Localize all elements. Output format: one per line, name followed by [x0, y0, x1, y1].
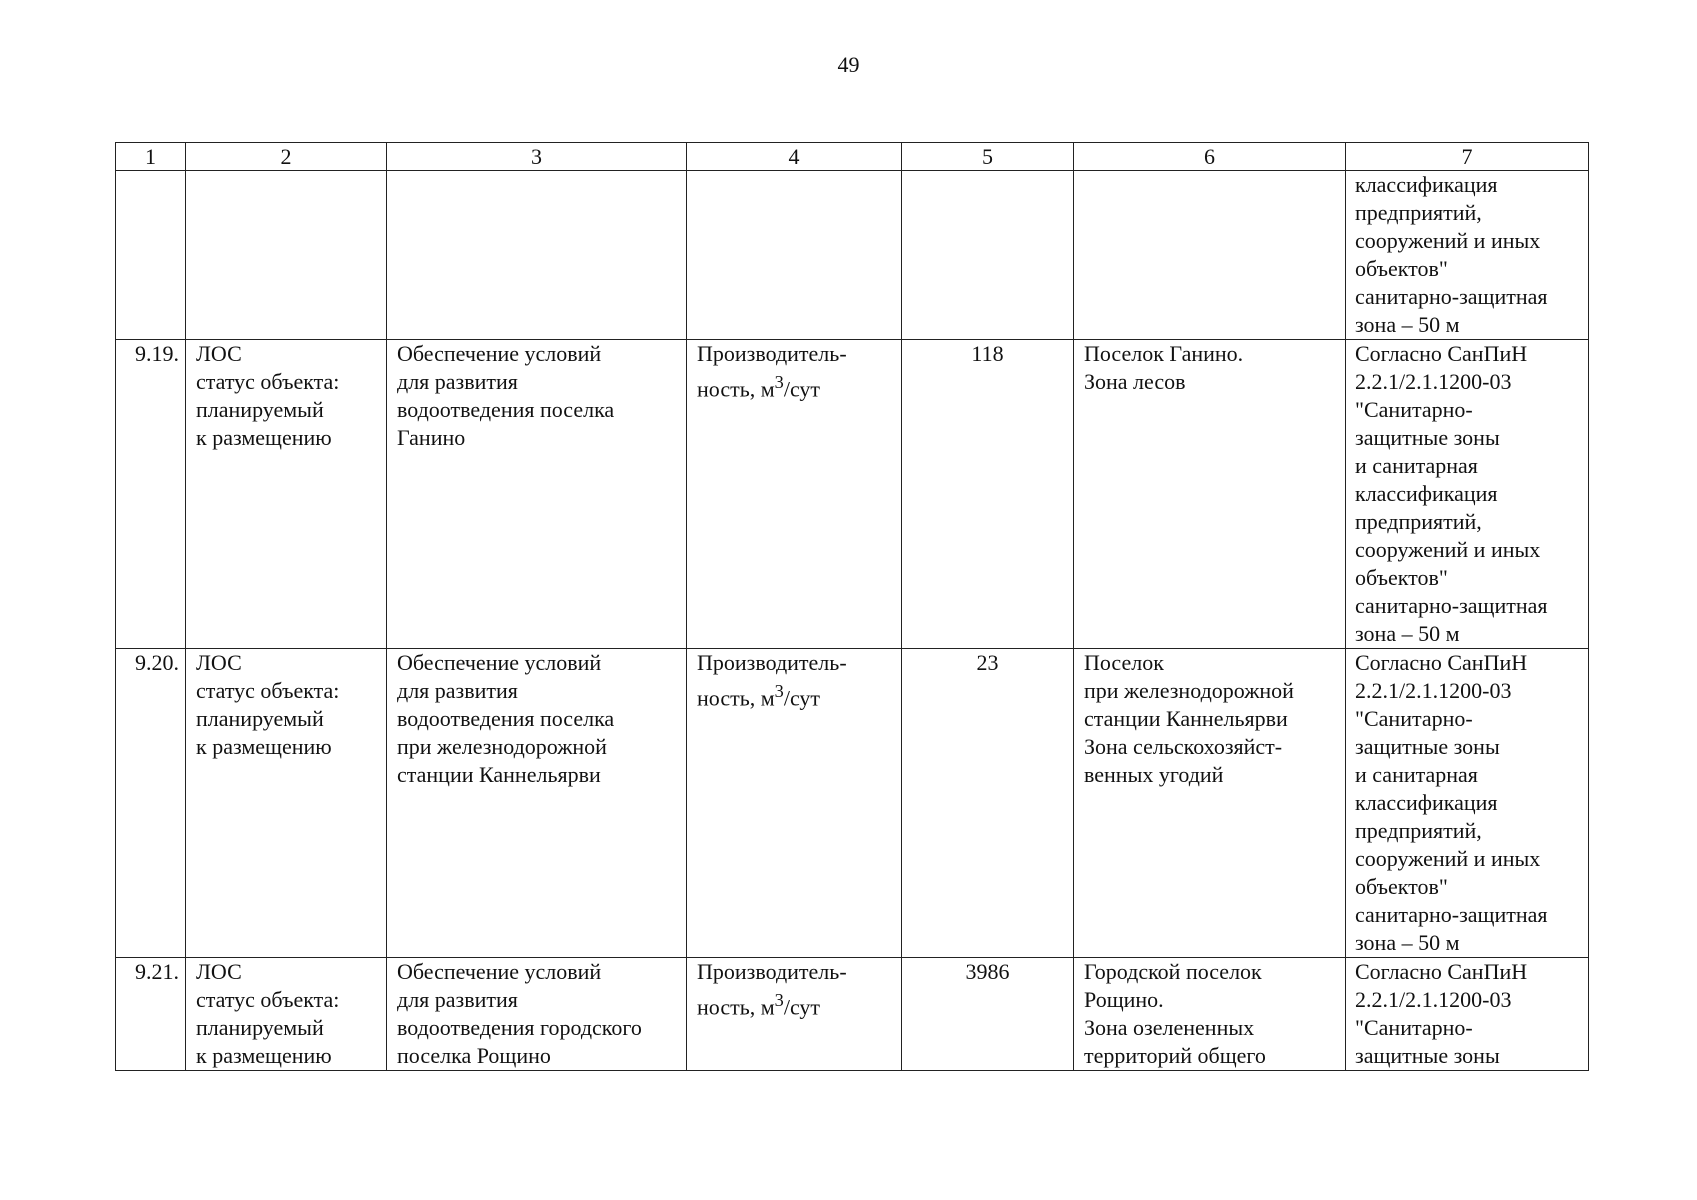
parameter-cell: [687, 340, 902, 649]
header-cell-3: 3: [387, 143, 687, 171]
parameter-cell: [687, 171, 902, 340]
object-cell: ЛОС статус объекта: планируемый к размещению: [186, 340, 387, 649]
object-cell: ЛОС статус объекта: планируемый к размещению: [186, 958, 387, 1071]
parameter-superscript: 3: [774, 681, 784, 701]
zone-cell: Согласно СанПиН 2.2.1/2.1.1200-03 "Санитарно- защитные зоны и санитарная классификация предприятий, сооружений и иных объектов" санитарно-защитная зона – 50 м: [1346, 340, 1589, 649]
location-cell: [1074, 171, 1346, 340]
row-number-cell: 9.21.: [116, 958, 186, 1071]
table-row: [116, 649, 1589, 958]
parameter-cell: [687, 649, 902, 958]
value-cell: [902, 171, 1074, 340]
header-cell-1: 1: [116, 143, 186, 171]
row-number-cell: 9.20.: [116, 649, 186, 958]
parameter-unit: /сут: [783, 376, 821, 402]
object-cell: [186, 171, 387, 340]
table-row: [116, 171, 1589, 340]
parameter-cell: [687, 958, 902, 1071]
purpose-cell: Обеспечение условий для развития водоотведения поселка Ганино: [387, 340, 687, 649]
parameter-unit: /сут: [783, 994, 821, 1020]
row-number-cell: [116, 171, 186, 340]
parameter-text: Производитель- ность, м: [697, 650, 847, 711]
parameter-superscript: 3: [774, 372, 784, 392]
parameter-text: Производитель- ность, м: [697, 959, 847, 1020]
table-row: [116, 958, 1589, 1071]
document-table: [115, 142, 1589, 1071]
zone-cell: Согласно СанПиН 2.2.1/2.1.1200-03 "Санитарно- защитные зоны: [1346, 958, 1589, 1071]
table-row: [116, 340, 1589, 649]
value-cell: 118: [902, 340, 1074, 649]
header-cell-6: 6: [1074, 143, 1346, 171]
value-cell: 3986: [902, 958, 1074, 1071]
header-cell-7: 7: [1346, 143, 1589, 171]
parameter-superscript: 3: [774, 990, 784, 1010]
page-number: 49: [837, 52, 860, 77]
header-cell-4: 4: [687, 143, 902, 171]
location-cell: Поселок при железнодорожной станции Каннельярви Зона сельскохозяйст- венных угодий: [1074, 649, 1346, 958]
location-cell: Городской поселок Рощино. Зона озелененных территорий общего: [1074, 958, 1346, 1071]
header-row: [116, 143, 1589, 171]
purpose-cell: [387, 171, 687, 340]
value-cell: 23: [902, 649, 1074, 958]
object-cell: ЛОС статус объекта: планируемый к размещению: [186, 649, 387, 958]
zone-cell: Согласно СанПиН 2.2.1/2.1.1200-03 "Санитарно- защитные зоны и санитарная классификация предприятий, сооружений и иных объектов" санитарно-защитная зона – 50 м: [1346, 649, 1589, 958]
purpose-cell: Обеспечение условий для развития водоотведения поселка при железнодорожной станции Каннельярви: [387, 649, 687, 958]
row-number-cell: 9.19.: [116, 340, 186, 649]
purpose-cell: Обеспечение условий для развития водоотведения городского поселка Рощино: [387, 958, 687, 1071]
location-cell: Поселок Ганино. Зона лесов: [1074, 340, 1346, 649]
parameter-unit: /сут: [783, 685, 821, 711]
header-cell-5: 5: [902, 143, 1074, 171]
header-cell-2: 2: [186, 143, 387, 171]
zone-cell: классификация предприятий, сооружений и иных объектов" санитарно-защитная зона – 50 м: [1346, 171, 1589, 340]
parameter-text: Производитель- ность, м: [697, 341, 847, 402]
